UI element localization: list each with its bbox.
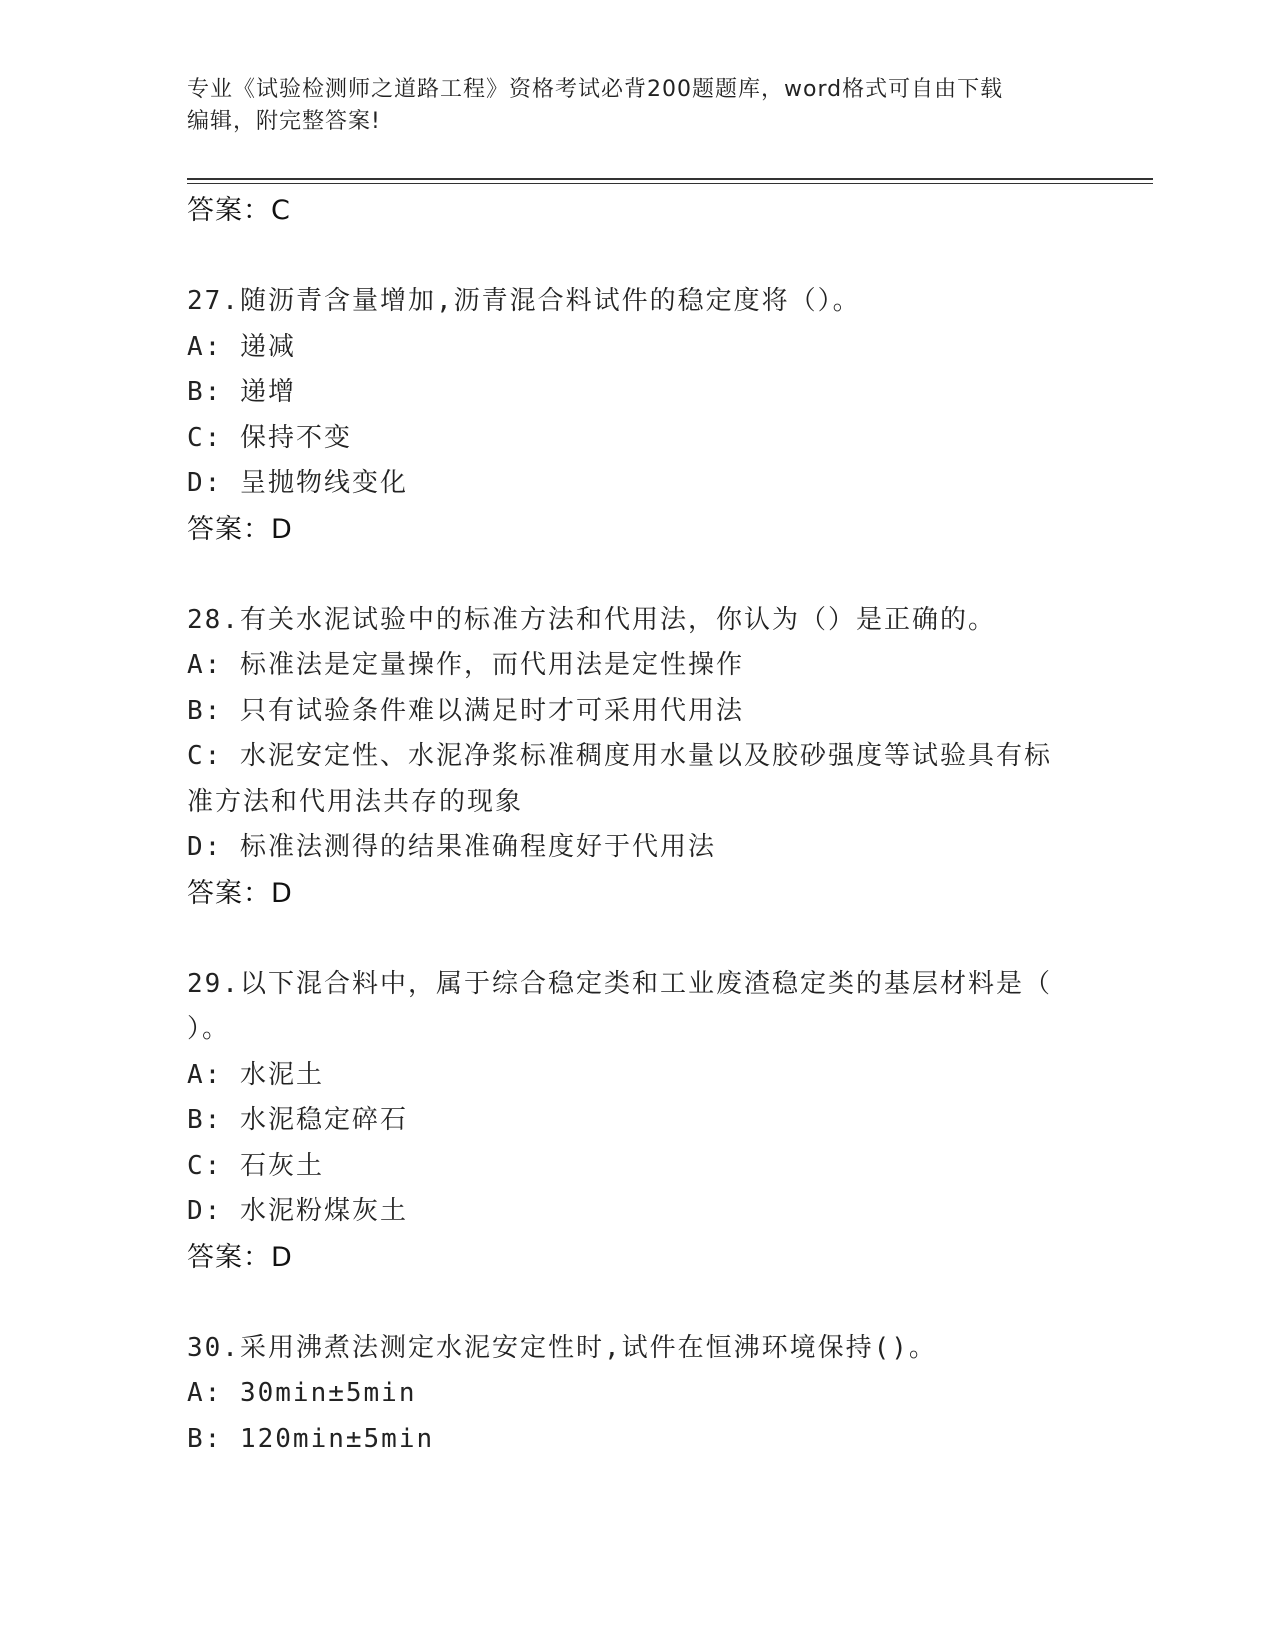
option-b: B: 递增 bbox=[187, 377, 296, 407]
option-c: C: 石灰土 bbox=[187, 1150, 324, 1181]
option-a: A: 递减 bbox=[187, 331, 296, 362]
question-stem: 27.随沥青含量增加,沥青混合料试件的稳定度将（）。 bbox=[187, 286, 861, 316]
option-d: D: 水泥粉煤灰土 bbox=[187, 1196, 408, 1226]
answer-line: 答案：D bbox=[187, 513, 293, 545]
question-stem: 29.以下混合料中，属于综合稳定类和工业废渣稳定类的基层材料是（ bbox=[187, 968, 1052, 999]
document-body bbox=[187, 188, 1087, 1462]
header-rule-thin bbox=[187, 183, 1153, 184]
answer-line: 答案：D bbox=[187, 1241, 293, 1273]
question-27 bbox=[187, 279, 1087, 552]
question-stem: 30.采用沸煮法测定水泥安定性时,试件在恒沸环境保持()。 bbox=[187, 1332, 937, 1363]
document-header bbox=[187, 74, 1087, 138]
option-b: B: 只有试验条件难以满足时才可采用代用法 bbox=[187, 695, 744, 726]
option-c: C: 保持不变 bbox=[187, 422, 352, 453]
header-line-1: 专业《试验检测师之道路工程》资格考试必背200题题库，word格式可自由下载 bbox=[187, 77, 1004, 102]
question-30 bbox=[187, 1326, 1087, 1463]
option-a: A: 30min±5min bbox=[187, 1378, 417, 1408]
spacer bbox=[187, 1280, 1087, 1326]
header-line-2: 编辑，附完整答案! bbox=[187, 109, 381, 134]
option-c: C: 水泥安定性、水泥净浆标准稠度用水量以及胶砂强度等试验具有标 bbox=[187, 741, 1052, 771]
option-d: D: 呈抛物线变化 bbox=[187, 468, 408, 498]
spacer bbox=[187, 916, 1087, 962]
question-stem-continued: ）。 bbox=[187, 1014, 231, 1044]
option-b: B: 120min±5min bbox=[187, 1423, 435, 1454]
option-c-continued: 准方法和代用法共存的现象 bbox=[187, 786, 524, 817]
option-b: B: 水泥稳定碎石 bbox=[187, 1105, 408, 1135]
option-a: A: 标准法是定量操作，而代用法是定性操作 bbox=[187, 650, 744, 680]
question-28 bbox=[187, 598, 1087, 917]
option-d: D: 标准法测得的结果准确程度好于代用法 bbox=[187, 832, 716, 862]
spacer bbox=[187, 552, 1087, 598]
option-a: A: 水泥土 bbox=[187, 1059, 324, 1090]
answer-line: 答案：C bbox=[187, 195, 291, 226]
answer-line: 答案：D bbox=[187, 877, 293, 909]
question-29 bbox=[187, 962, 1087, 1281]
header-rule-thick bbox=[187, 178, 1153, 180]
spacer bbox=[187, 234, 1087, 280]
question-stem: 28.有关水泥试验中的标准方法和代用法，你认为（）是正确的。 bbox=[187, 604, 996, 635]
